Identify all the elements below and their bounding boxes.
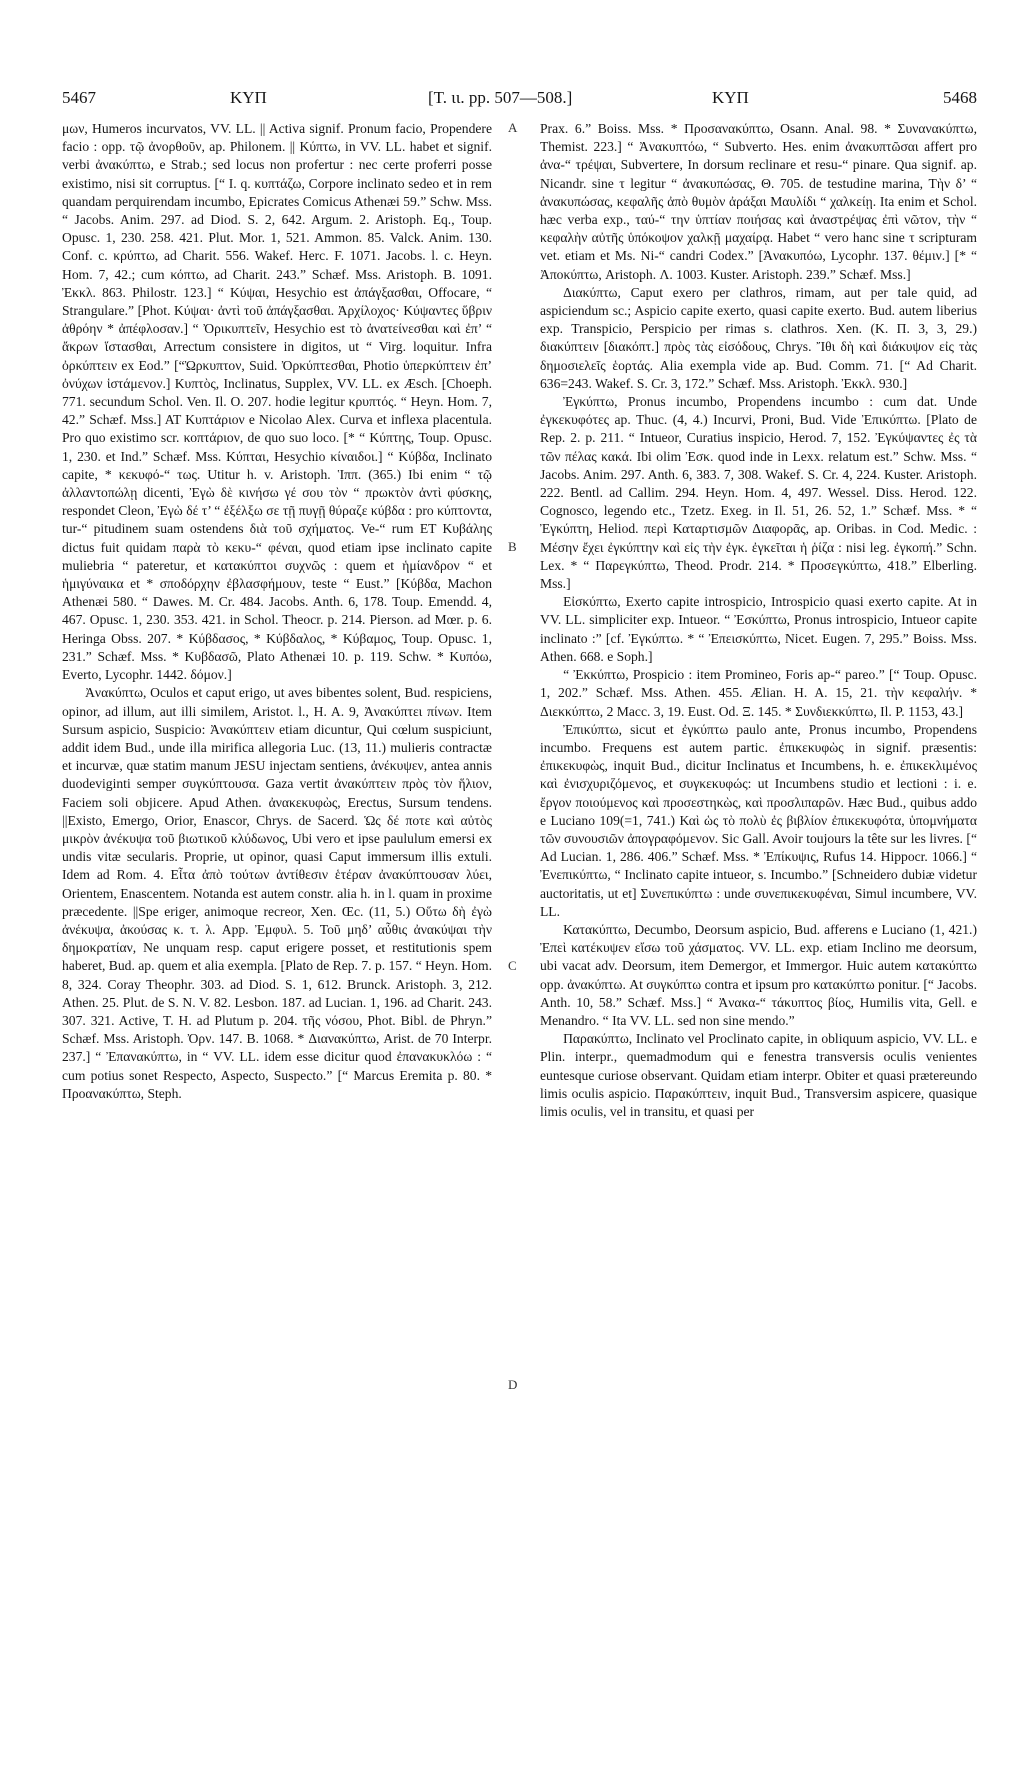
section-marker-a: A	[508, 120, 518, 135]
entry-continuation: μων, Humeros incurvatos, VV. LL. || Activa signif. Pronum facio, Propendere facio : opp. τῷ ἀνορθοῦν, ap. Philonem. || Κύπτω, in VV. LL. habet et signif. verbi ἀνακύπτω, e Strab.; sed locus non profertur : nec certe proferri posse existimo, nisi sit corruptus. [“ I. q. κυπτάζω, Corpore inclinato sedeo et in rem quandam perquirendam incumbo, Epicrates Comicus Athenæi 59.” Schw. Mss. “ Jacobs. Anim. 297. ad Diod. S. 2, 642. Argum. 2. Aristoph. Eq., Toup. Opusc. 1, 230. 258. 421. Plut. Mor. 1, 521. Ammon. 85. Valck. Anim. 130. Conf. c. κρύπτω, ad Charit. 556. Wakef. Herc. F. 1071. Jacobs. l. c. Heyn. Hom. 7, 42.; cum κόπτω, ad Charit. 243.” Schæf. Mss. Aristoph. B. 1091. Ἐκκλ. 863. Philostr. 123.] “ Κύψαι, Hesychio est ἀπάγξασθαι, Offocare, “ Strangulare.” [Phot. Κύψαι· ἀντὶ τοῦ ἀπάγξασθαι. Ἀρχίλοχος· Κύψαντες ὕβριν ἀθρόην * ἀπέφλοσαν.] “ Ὀρικυπτεῖν, Hesychio est τὸ ἀνατείνεσθαι καὶ ἐπ’ “ ἄκρων ἵστασθαι, Arrectum consistere in digitos, ut “ Virg. loquitur. Infra ὀρκύπτειν ex Eod.” [“Ὠρκυπτον, Suid. Ὀρκύπτεσθαι, Photio ὑπερκύπτειν ἐπ’ ὀνύχων ἱστάμενον.] Κυπτὸς, Inclinatus, Supplex, VV. LL. ex Æsch. [Choeph. 771. secundum Schol. Ven. Il. O. 207. hodie legitur κρυπτός. “ Heyn. Hom. 7, 42.” Schæf. Mss.] AT Κυπτάριον e Nicolao Alex. Curva et inflexa placentula. Pro quo existimo scr. κοπτάριον, de quo suo loco. [* “ Κύπτης, Toup. Opusc. 1, 230. et Ind.” Schæf. Mss. Κύπται, Hesychio κίναιδοι.] “ Κύβδα, Inclinato capite, * κεκυφό-“ τως. Utitur h. v. Aristoph. Ἱππ. (365.) Ibi enim “ τῷ ἀλλαντοπώλῃ dicenti, Ἐγὼ δὲ κινήσω γέ σου τὸν “ πρωκτὸν ἀντὶ φύσκης, respondet Cleon, Ἐγὼ δέ τ’ “ ἐξέλξω σε τῇ πυγῇ θύραζε κύβδα : pro κύπτοντα, tur-“ pitudinem suam ostendens διὰ τοῦ σχήματος. Ve-“ rum ET Κυβάλης dictus fuit quidam παρὰ τὸ κεκυ-“ φέναι, quod etiam ipse inclinato capite muliebria “ pateretur, et κατακύπτοι συχνῶς : quem et ἡμίανδρον “ et ἡμιγύναικα et * σποδόρχην ἐβλασφήμουν, teste “ Eust.” [Κύβδα, Machon Athenæi 580. “ Dawes. M. Cr. 484. Jacobs. Anth. 6, 178. Toup. Emendd. 4, 467. Opusc. 1, 230. 353. 421. in Schol. Theocr. p. 214. Pierson. ad Mœr. p. 6. Heringa Obss. 207. * Κύβδασος, * Κύβδαλος, * Κύβαμος, Toup. Opusc. 1, 231.” Schæf. Mss. * Κυβδασῶ, Plato Athenæi 10. p. 119. Schw. * Κυπόω, Everto, Lycophr. 1442. δόμον.]	[62, 121, 492, 683]
entry-parakypto: Παρακύπτω, Inclinato vel Proclinato capite, in obliquum aspicio, VV. LL. e Plin. interpr., quemadmodum qui e fenestra transversis oculis venientes euntesque curiose observant. Quidam etiam interpr. Obiter et quasi prætereundo limis oculis aspicio. Παρακύπτειν, inquit Bud., Transversim aspicere, quasique limis oculis, vel in transitu, et quasi per	[540, 1031, 977, 1119]
page-number-left: 5467	[62, 88, 96, 107]
volume-reference: [T. ιι. pp. 507—508.]	[428, 88, 573, 107]
section-marker-c: C	[508, 958, 517, 973]
entry-enkypto: Ἐγκύπτω, Pronus incumbo, Propendens incumbo : cum dat. Unde ἐγκεκυφότες ap. Thuc. (4, 4.) Incurvi, Proni, Bud. Vide Ἐπικύπτω. [Plato de Rep. 2. p. 211. “ Intueor, Curatius inspicio, Herod. 7, 152. Ἐγκύψαντες ἐς τὰ τῶν πέλας κακά. Ibi olim Ἐσκ. quod inde in Lexx. relatum est.” Schw. Mss. “ Jacobs. Anim. 297. Anth. 6, 383. 7, 308. Wakef. S. Cr. 4, 224. Kuster. Aristoph. 222. Bentl. ad Callim. 294. Heyn. Hom. 4, 497. Wessel. Diss. Herod. 122. Cognosco, legendo etc., Tzetz. Exeg. in Il. 51, 26. 52, 1.” Schæf. Mss. * “ Ἐγκύπτη, Heliod. περὶ Καταρτισμῶν Διαφορᾶς, ap. Oribas. in Cod. Medic. : Μέσην ἔχει ἐγκύπτην καὶ εἰς τὴν ἐγκ. ἐγκεῖται ἡ ῥίζα : nisi leg. ἐγκοπή.” Schn. Lex. * “ Παρεγκύπτω, Theod. Prodr. 214. * Προσεγκύπτω, 418.” Elberling. Mss.]	[540, 394, 977, 592]
page-number-right: 5468	[943, 88, 977, 107]
section-marker-d: D	[508, 1377, 518, 1392]
entry-katakypto: Κατακύπτω, Decumbo, Deorsum aspicio, Bud. afferens e Luciano (1, 421.) Ἐπεὶ κατέκυψεν εἴσω τοῦ χάσματος. VV. LL. exp. etiam Inclino me deorsum, ubi vacat adv. Deorsum, item Demergor, et Immergor. Huic autem κατακύπτω opp. ἀνακύπτω. At συγκύπτω contra et ipsum pro κατακύπτω ponitur. [“ Jacobs. Anth. 10, 58.” Schæf. Mss.] “ Ἀνακα-“ τάκυπτος βίος, Humilis vita, Gell. e Menandro. “ Ita VV. LL. sed non sine mendo.”	[540, 921, 977, 1028]
section-marker-b: B	[508, 539, 517, 554]
entry-eiskypto: Εἰσκύπτω, Exerto capite introspicio, Introspicio quasi exerto capite. At in VV. LL. simpliciter exp. Intueor. “ Ἐσκύπτω, Pronus introspicio, Intueor capite inclinato :” [cf. Ἐγκύπτω. * “ Ἐπεισκύπτω, Nicet. Eugen. 7, 295.” Boiss. Mss. Athen. 668. e Soph.]	[540, 594, 977, 664]
right-column	[540, 120, 977, 1121]
entry-ekkypto: “ Ἐκκύπτω, Prospicio : item Promineo, Foris ap-“ pareo.” [“ Toup. Opusc. 1, 202.” Schæf. Mss. Athen. 455. Ælian. H. A. 15, 21. τὴν κεφαλήν. * Διεκκύπτω, 2 Macc. 3, 19. Eust. Od. Ξ. 145. * Συνδιεκκύπτω, Il. P. 1153, 43.]	[540, 667, 977, 719]
entry-anakypto: Ἀνακύπτω, Oculos et caput erigo, ut aves bibentes solent, Bud. respiciens, opinor, ad illum, aut illi similem, Aristot. l., H. A. 9, Ἀνακύπτει πίνων. Item Sursum aspicio, Suspicio: Ἀνακύπτειν etiam dicuntur, Qui cœlum suspiciunt, addit idem Bud., unde illa mirifica allegoria Luc. (13, 11.) mulieris contractæ et incurvæ, quæ statim manum JESU injectam sentiens, ἀνέκυψεν, antea annis duodeviginti semper συγκύπτουσα. Gaza vertit ἀνακύπτειν πρὸς τὸν ἥλιον, Faciem soli objicere. Apud Athen. ἀνακεκυφὼς, Erectus, Sursum tendens. ||Existo, Emergo, Orior, Enascor, Chrys. de Sacerd. Ὡς δέ ποτε καὶ αὐτὸς μικρὸν ἀνέκυψα τοῦ βιωτικοῦ κλύδωνος, Ubi vero et ipse paululum emersi ex undis vitæ secularis. Proprie, ut opinor, quasi Caput immersum illis extuli. Idem ad Rom. 4. Εἶτα ἀπὸ τούτων ἀντίθεσιν ἑτέραν ἀνακύπτουσαν λύει, Orientem, Enascentem. Notanda est autem constr. alia h. in l. quam in proxime præcedente. ||Spe eriger, animoque recreor, Xen. Œc. (11, 5.) Οὕτω δὴ ἐγὼ ἀνέκυψα, ἀκούσας κ. τ. λ. App. Ἐμφυλ. 5. Τοῦ μηδ’ αὖθις ἀνακύψαι τὴν δημοκρατίαν, Ne unquam resp. caput erigere posset, et restitutionis spem haberet, Bud. ap. quem et alia exempla. [Plato de Rep. 7. p. 157. “ Heyn. Hom. 8, 324. Coray Theophr. 303. ad Diod. S. 1, 612. Brunck. Aristoph. 3, 212. Athen. 25. Plut. de S. N. V. 82. Lesbon. 187. ad Lucian. 1, 196. ad Charit. 243. 307. 321. Active, T. H. ad Plutum p. 204. τῆς νόσου, Phot. Bibl. de Phryn.” Schæf. Mss. Aristoph. Ὀρν. 147. B. 1068. * Διανακύπτω, Arist. de 70 Interpr. 237.] “ Ἐπανακύπτω, in “ VV. LL. idem esse dicitur quod ἐπανακυκλόω : “ cum potius sonet Respecto, Aspecto, Suspecto.” [“ Marcus Eremita p. 80. * Προανακύπτω, Steph.	[62, 685, 492, 1101]
entry-epikypto: Ἐπικύπτω, sicut et ἐγκύπτω paulo ante, Pronus incumbo, Propendens incumbo. Frequens est autem partic. ἐπικεκυφὼς in signif. præsentis: ἐπικεκυφὼς, inquit Bud., dicitur Inclinatus et Incumbens, h. e. ἐπικεκλιμένος καὶ ἐνισχυριζόμενος, et συγκεκυφώς: ut Incumbens studio et lectioni : i. e. ἔργον ποιούμενος καὶ προσεστηκὼς, καὶ προσλιπαρῶν. Hæc Bud., quibus addo e Luciano 109(=1, 741.) Καὶ ὡς τὸ πολὺ ἐς βιβλίον ἐπικεκυφότα, ὑπομνήματα τῶν συνουσιῶν ἀπογραφόμενον. Sic Gall. Avoir toujours la tête sur les livres. [“ Ad Lucian. 1, 286. 406.” Schæf. Mss. * Ἐπίκυψις, Rufus 14. Hippocr. 1066.] “ Ἐνεπικύπτω, “ Inclinato capite intueor, s. Incumbo.” [Schneidero dubiæ videtur auctoritatis, ut et] Συνεπικύπτω : unde συνεπικεκυφέναι, Simul incumbere, VV. LL.	[540, 721, 977, 919]
left-column	[62, 120, 492, 1103]
catchword-left: ΚΥΠ	[230, 88, 267, 107]
entry-continuation: Prax. 6.” Boiss. Mss. * Προσανακύπτω, Osann. Anal. 98. * Συνανακύπτω, Themist. 223.] “ Ἀνακυπτόω, “ Subverto. Hes. enim ἀνακυπτῶσαι affert pro ἀνα-“ τρέψαι, Subvertere, In dorsum reclinare et resu-“ pinare. Qua signif. ap. Nicandr. sine τ legitur “ ἀνακυπώσας, Θ. 705. de testudine marina, Τὴν δ’ “ ἀνακυπώσας, κεφαλῆς ἀπὸ θυμὸν ἀράξαι Μαυλίδι “ χαλκείῃ. Ita enim et Schol. hæc verba exp., ταύ-“ την ὑπτίαν ποιήσας καὶ ἀναστρέψας ἐπὶ νῶτον, τὴν “ κεφαλὴν αὐτῆς ὑπόκοψον χαλκῇ μαχαίρᾳ. Habet “ vero hanc sine τ scripturam vet. etiam et Ms. Ni-“ candri Codex.” [Ἀνακυπόω, Lycophr. 137. θέμιν.] [* “ Ἀποκύπτω, Aristoph. Λ. 1003. Kuster. Aristoph. 239.” Schæf. Mss.]	[540, 121, 977, 282]
entry-diakypto: Διακύπτω, Caput exero per clathros, rimam, aut per tale quid, ad aspiciendum sc.; Aspicio capite exerto, quasi capite exerto. Bud. autem liberius exp. Transpicio, Perspicio per rimas s. clathros. Xen. (K. Π. 3, 3, 29.) διακύπτειν [διακόπτ.] πρὸς τὰς εἰσόδους, Chrys. Ἴθι δὴ καὶ διάκυψον εἰς τὰς δημοσιελεῖς ἑορτάς. Alia exempla vide ap. Bud. Comm. 71. [“ Ad Charit. 636=243. Wakef. S. Cr. 3, 172.” Schæf. Mss. Aristoph. Ἐκκλ. 930.]	[540, 284, 977, 391]
catchword-right: ΚΥΠ	[712, 88, 749, 107]
running-head	[62, 88, 977, 112]
